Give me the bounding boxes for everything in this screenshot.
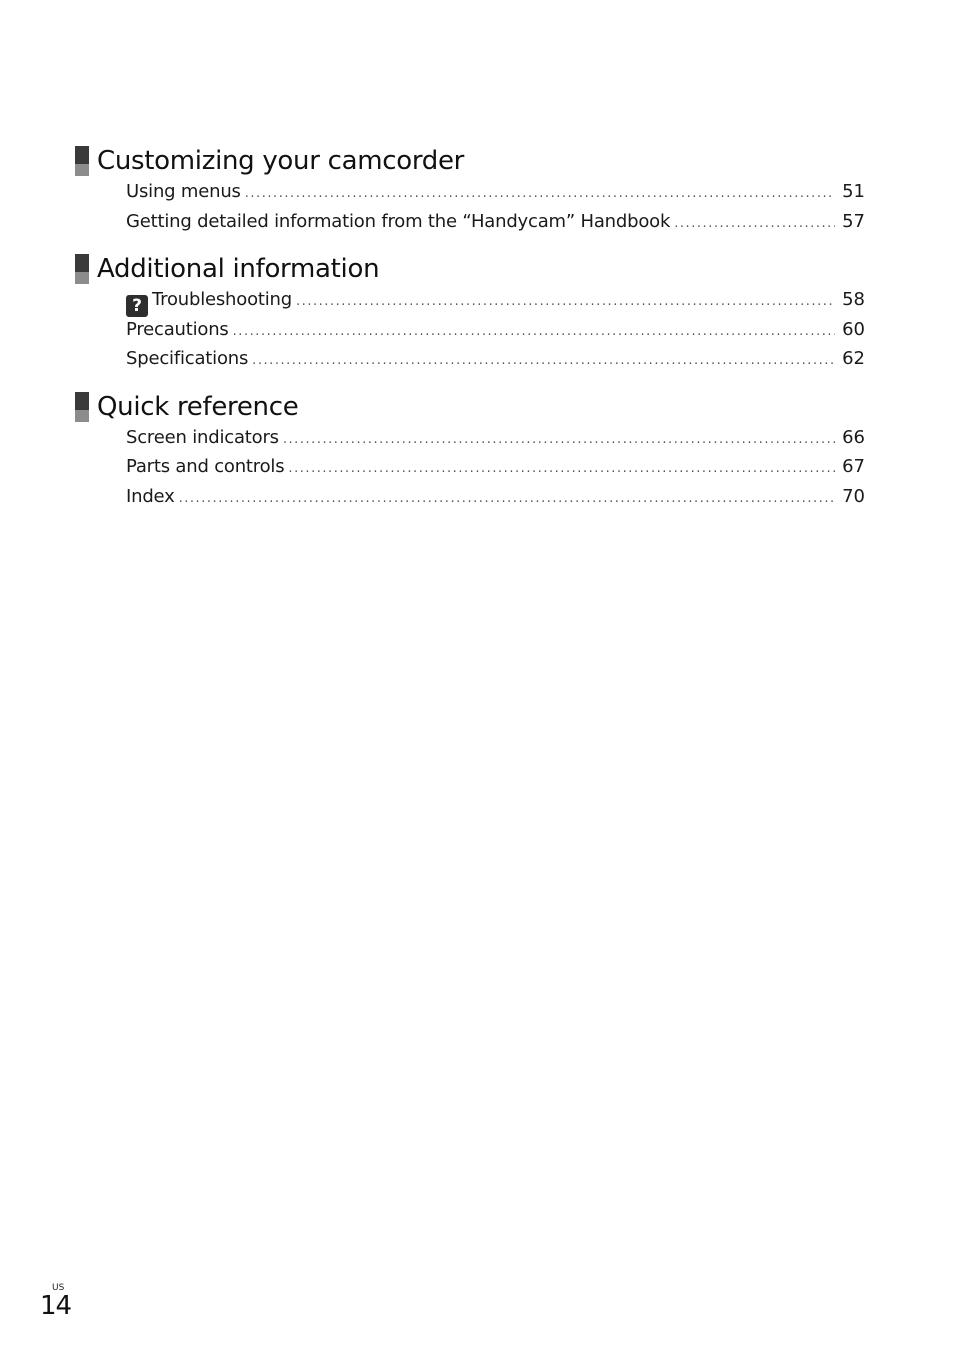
dot-leader bbox=[233, 324, 835, 339]
dot-leader bbox=[179, 491, 835, 506]
toc-entry-handbook[interactable] bbox=[126, 211, 865, 241]
toc-section-quick-reference bbox=[75, 389, 865, 516]
toc-section-additional bbox=[75, 251, 865, 378]
toc-entry-label: Index bbox=[126, 485, 175, 507]
toc-entry-page: 51 bbox=[842, 181, 865, 202]
toc-entry-label: Specifications bbox=[126, 348, 249, 369]
toc-entry-label: Getting detailed information from the “Handycam” Handbook bbox=[126, 210, 671, 232]
toc-entry-page: 62 bbox=[842, 348, 865, 369]
page-footer bbox=[40, 1283, 71, 1319]
toc-entry-page: 57 bbox=[842, 210, 865, 232]
toc-section-customizing bbox=[75, 143, 865, 240]
section-heading bbox=[75, 143, 865, 179]
toc-entry-label: Precautions bbox=[126, 318, 229, 340]
toc-entry-label: Parts and controls bbox=[126, 456, 285, 477]
toc-entry-parts-and-controls[interactable] bbox=[126, 456, 865, 486]
toc-entry-label: Screen indicators bbox=[126, 426, 279, 448]
toc-entry-troubleshooting[interactable] bbox=[126, 289, 865, 319]
dot-leader bbox=[245, 186, 835, 201]
toc-entry-page: 60 bbox=[842, 318, 865, 340]
section-title: Additional information bbox=[97, 254, 380, 284]
section-marker-icon bbox=[75, 254, 89, 284]
toc-entry-label: Troubleshooting bbox=[152, 289, 292, 310]
question-icon: ? bbox=[126, 295, 148, 317]
toc-entry-index[interactable] bbox=[126, 486, 865, 516]
table-of-contents bbox=[75, 143, 865, 526]
toc-entry-precautions[interactable] bbox=[126, 319, 865, 349]
dot-leader bbox=[252, 353, 835, 368]
toc-entry-using-menus[interactable] bbox=[126, 181, 865, 211]
section-title: Quick reference bbox=[97, 391, 299, 422]
page-number: 14 bbox=[40, 1291, 72, 1321]
toc-entry-screen-indicators[interactable] bbox=[126, 427, 865, 457]
section-marker-icon bbox=[75, 392, 89, 422]
section-marker-icon bbox=[75, 146, 89, 176]
toc-entry-page: 70 bbox=[842, 485, 865, 507]
toc-entry-page: 66 bbox=[842, 426, 865, 448]
dot-leader bbox=[283, 432, 835, 447]
section-heading bbox=[75, 389, 865, 425]
dot-leader bbox=[674, 216, 835, 231]
toc-entry-page: 67 bbox=[842, 456, 865, 477]
toc-entry-specifications[interactable] bbox=[126, 348, 865, 378]
dot-leader bbox=[296, 294, 835, 309]
toc-entry-label: Using menus bbox=[126, 181, 241, 202]
section-heading bbox=[75, 251, 865, 287]
region-code: US bbox=[52, 1283, 65, 1293]
toc-entry-page: 58 bbox=[842, 289, 865, 310]
dot-leader bbox=[288, 461, 835, 476]
section-title: Customizing your camcorder bbox=[97, 146, 465, 176]
